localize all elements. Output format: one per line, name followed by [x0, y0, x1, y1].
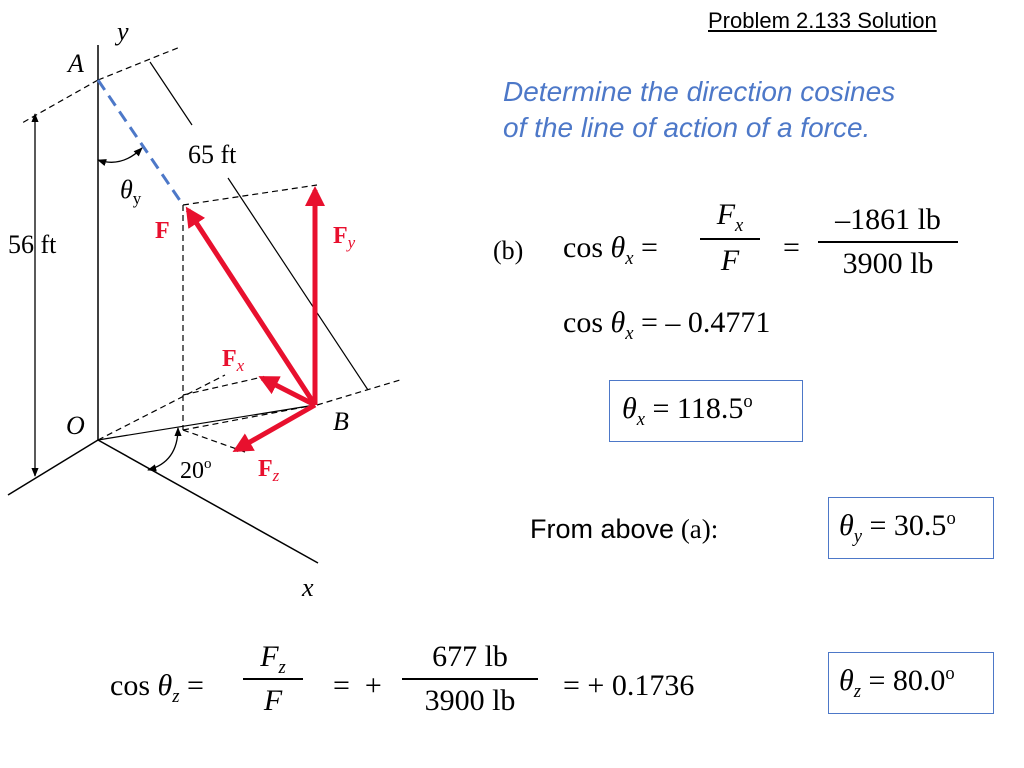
eq-b-label: (b): [493, 236, 524, 265]
theta-y-arc: [98, 148, 142, 162]
result-theta-z-box: $\theta_z = 80.0^o$: [828, 652, 994, 714]
label-65ft: 65 ft: [188, 140, 237, 169]
label-force-fy: $F_y$: [333, 223, 356, 252]
label-point-a: A: [68, 49, 84, 78]
force-diagram: [0, 0, 470, 610]
label-origin: O: [66, 411, 85, 440]
label-y-axis: y: [117, 17, 129, 46]
eq-b-numeric-fraction: –1861 lb 3900 lb: [818, 203, 958, 281]
problem-statement-line2: of the line of action of a force.: [503, 112, 871, 143]
result-theta-x-box: $\theta_x = 118.5^o$: [609, 380, 803, 442]
label-force-fz: $F_z$: [258, 456, 280, 485]
page-title: Problem 2.133 Solution: [708, 8, 937, 33]
label-point-b: B: [333, 407, 349, 436]
eq-b-symbolic-fraction: $F_x$ F: [700, 198, 760, 278]
label-56ft: 56 ft: [8, 230, 57, 259]
eq-z-lhs: $\cos \theta_z$ =: [110, 669, 204, 707]
result-theta-y-box: $\theta_y = 30.5^o$: [828, 497, 994, 559]
eq-z-equals-plus: = +: [333, 669, 382, 702]
label-force-f: F: [155, 218, 170, 244]
dim-65-leader: [150, 62, 192, 125]
angle-20-arc: [148, 428, 178, 470]
eq-z-numeric-fraction: 677 lb 3900 lb: [402, 640, 538, 718]
z-axis-neg: [8, 440, 98, 495]
eq-z-result: = + 0.1736: [563, 669, 695, 702]
force-f-arrow: [188, 210, 315, 405]
label-force-fx: $F_x$: [222, 346, 245, 375]
eq-b-equals: =: [783, 231, 800, 264]
problem-statement-line1: Determine the direction cosines: [503, 76, 896, 107]
eq-b-lhs: $\cos \theta_x$ =: [563, 231, 658, 269]
dim-65-ext: [228, 178, 368, 390]
problem-statement: [503, 74, 895, 146]
label-angle-20: 20$^o$: [180, 456, 212, 484]
label-theta-y: $\theta_y$: [120, 175, 142, 208]
eq-z-symbolic-fraction: $F_z$ F: [243, 640, 303, 718]
eq-b-result-cos: $\cos \theta_x$ = – 0.4771: [563, 306, 771, 344]
label-x-axis: x: [302, 573, 314, 602]
from-above-label: From above (a):: [530, 514, 719, 544]
line-of-action: [98, 80, 183, 205]
